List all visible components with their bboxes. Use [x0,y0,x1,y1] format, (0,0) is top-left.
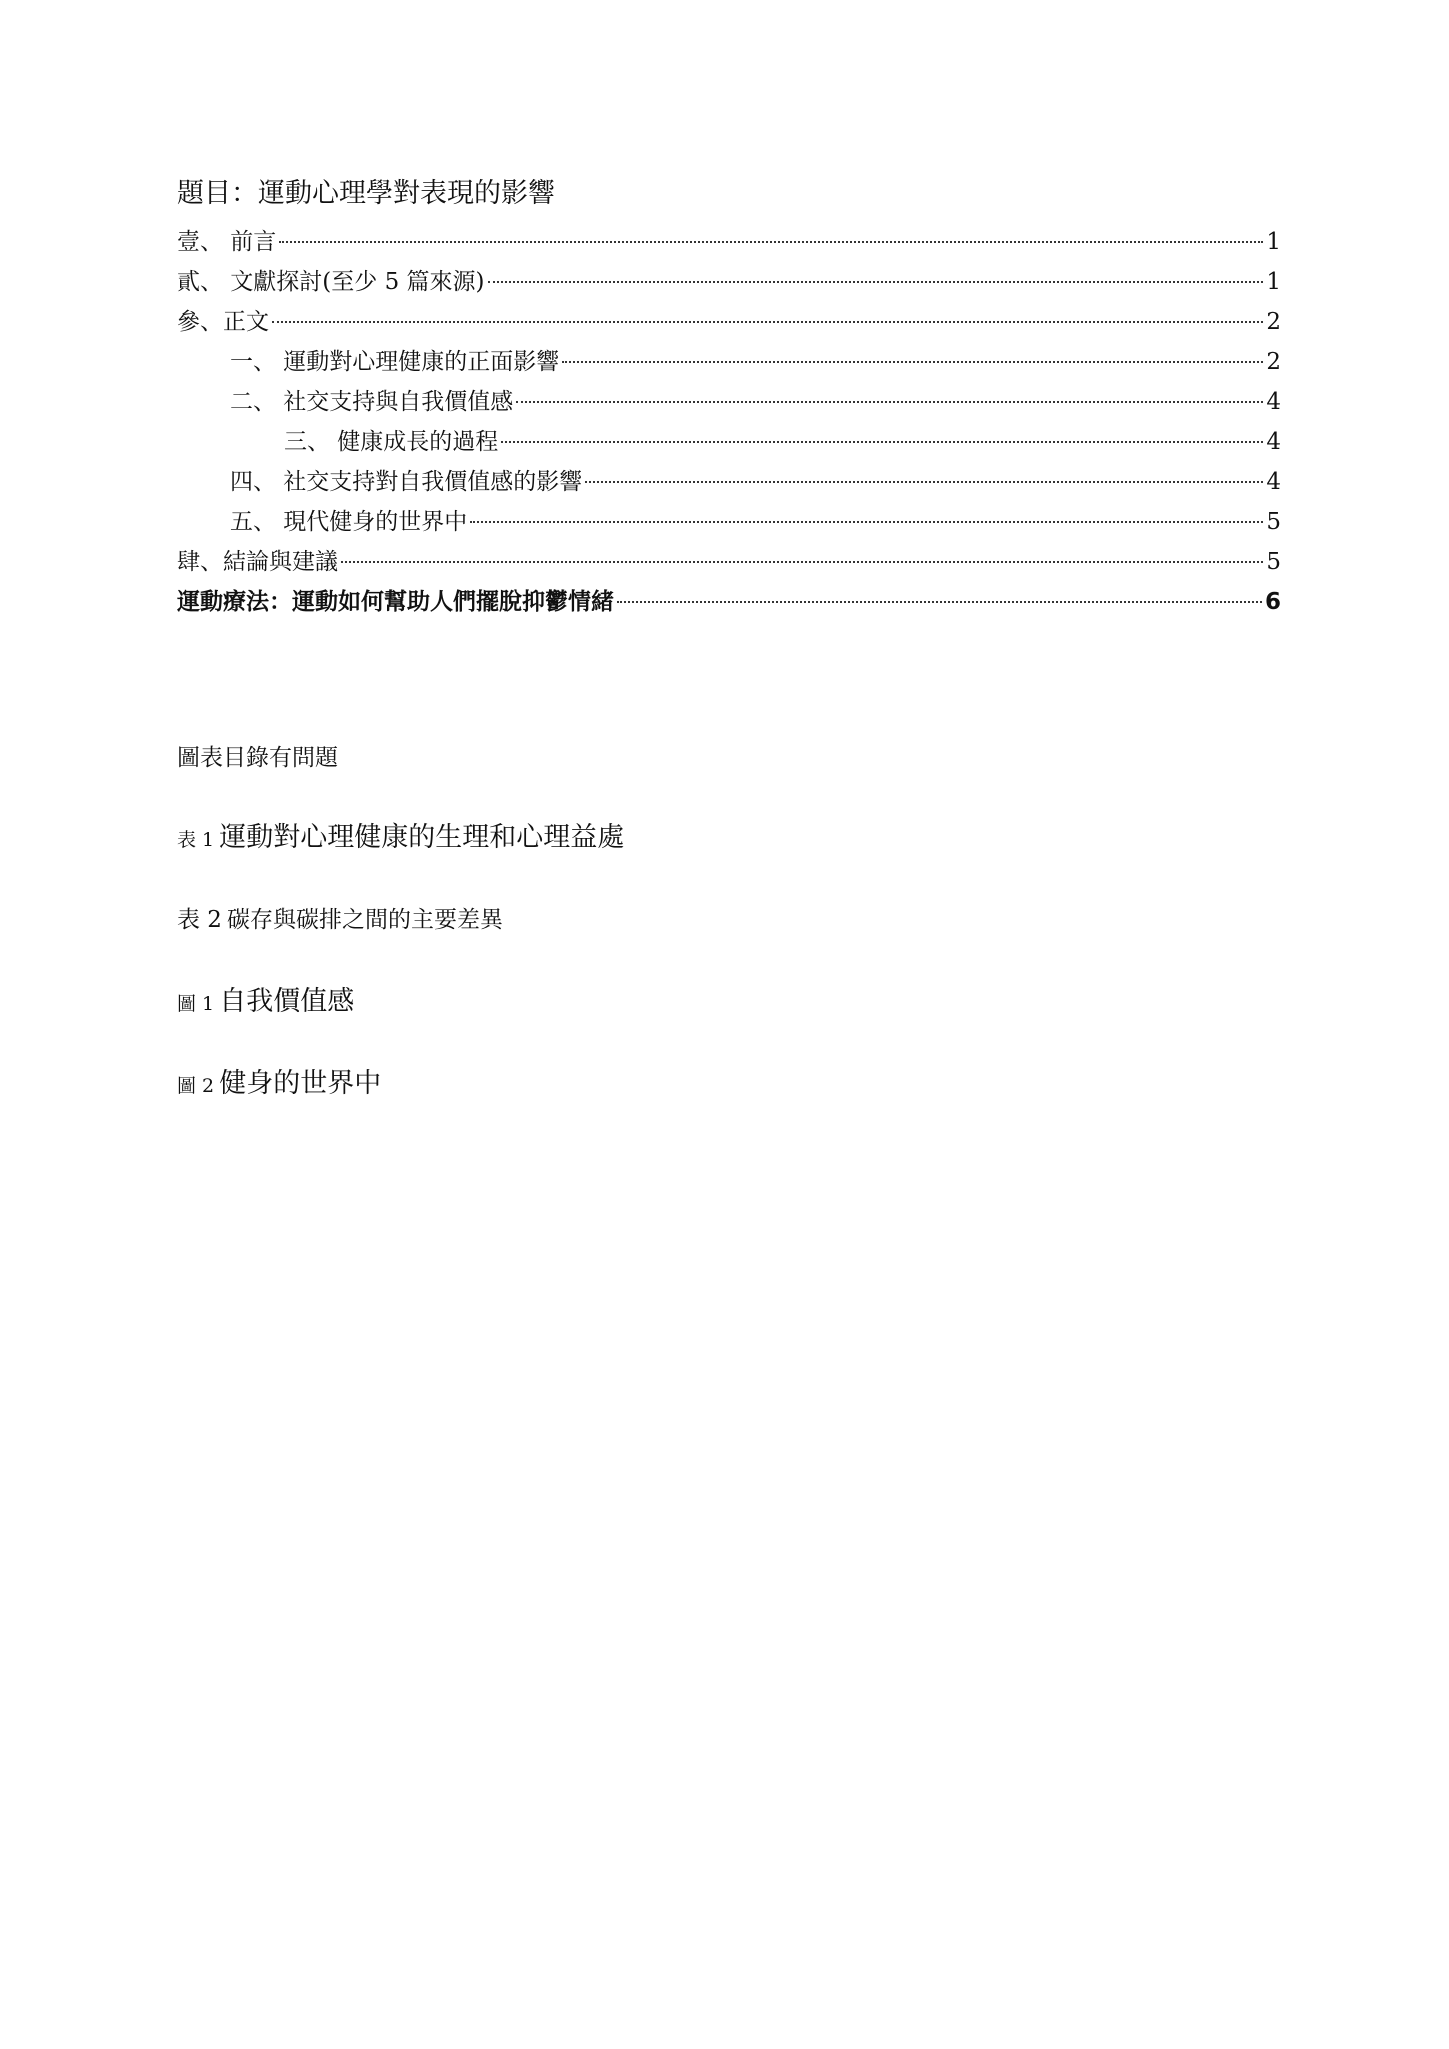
figure-list-entry[interactable] [177,900,503,942]
toc-entry-text: 五、 現代健身的世界中 [230,509,468,535]
figure-entry-caption: 碳存與碳排之間的主要差異 [227,907,504,933]
toc-entry-text: 肆、結論與建議 [177,549,338,575]
toc-entry[interactable] [177,222,1281,262]
toc-page-number: 4 [1266,389,1281,415]
toc-entry-text: 一、 運動對心理健康的正面影響 [230,349,560,375]
toc-entry[interactable] [177,542,1281,582]
toc-entry[interactable] [177,382,1281,422]
toc-page-number: 5 [1266,549,1281,575]
toc-dot-leader [341,561,1263,563]
figure-list-entry[interactable] [177,982,354,1025]
toc-page-number: 2 [1266,349,1281,375]
document-title: 題目：運動心理學對表現的影響 [177,178,555,209]
toc-page-number: 5 [1266,509,1281,535]
toc-dot-leader [562,361,1263,363]
figure-entry-prefix: 圖 1 [177,993,215,1015]
toc-dot-leader [279,241,1263,243]
toc-entry[interactable] [177,462,1281,502]
figure-entry-caption: 運動對心理健康的生理和心理益處 [219,822,625,853]
toc-entry[interactable] [177,262,1281,302]
toc-entry[interactable] [177,582,1281,622]
figure-entry-prefix: 表 2 [177,907,222,933]
figure-list-entry[interactable] [177,1064,381,1107]
toc-entry-text: 二、 社交支持與自我價值感 [230,389,514,415]
toc-dot-leader [488,281,1264,283]
toc-page-number: 6 [1264,589,1281,615]
toc-page-number: 2 [1266,309,1281,335]
toc-entry[interactable] [177,342,1281,382]
toc-dot-leader [585,481,1263,483]
toc-dot-leader [617,601,1262,603]
toc-entry-text: 三、 健康成長的過程 [284,429,499,455]
toc-entry-text: 壹、 前言 [177,229,277,255]
toc-entry-text: 四、 社交支持對自我價值感的影響 [230,469,583,495]
toc-entry[interactable] [177,302,1281,342]
figure-list-heading: 圖表目錄有問題 [177,745,338,771]
table-of-contents [177,222,1281,622]
toc-page-number: 1 [1266,229,1281,255]
figure-entry-caption: 自我價值感 [219,986,355,1017]
toc-dot-leader [501,441,1263,443]
figure-list-entry[interactable] [177,818,624,861]
toc-dot-leader [272,321,1263,323]
toc-entry-text: 參、正文 [177,309,269,335]
toc-page-number: 4 [1266,469,1281,495]
toc-dot-leader [470,521,1263,523]
toc-entry[interactable] [177,422,1281,462]
toc-page-number: 4 [1266,429,1281,455]
figure-entry-prefix: 表 1 [177,829,215,851]
toc-entry[interactable] [177,502,1281,542]
toc-page-number: 1 [1266,269,1281,295]
toc-entry-text: 貳、 文獻探討(至少 5 篇來源) [177,269,485,295]
toc-dot-leader [516,401,1263,403]
figure-entry-caption: 健身的世界中 [219,1068,382,1099]
figure-entry-prefix: 圖 2 [177,1075,215,1097]
toc-entry-text: 運動療法：運動如何幫助人們擺脫抑鬱情緒 [177,589,614,615]
